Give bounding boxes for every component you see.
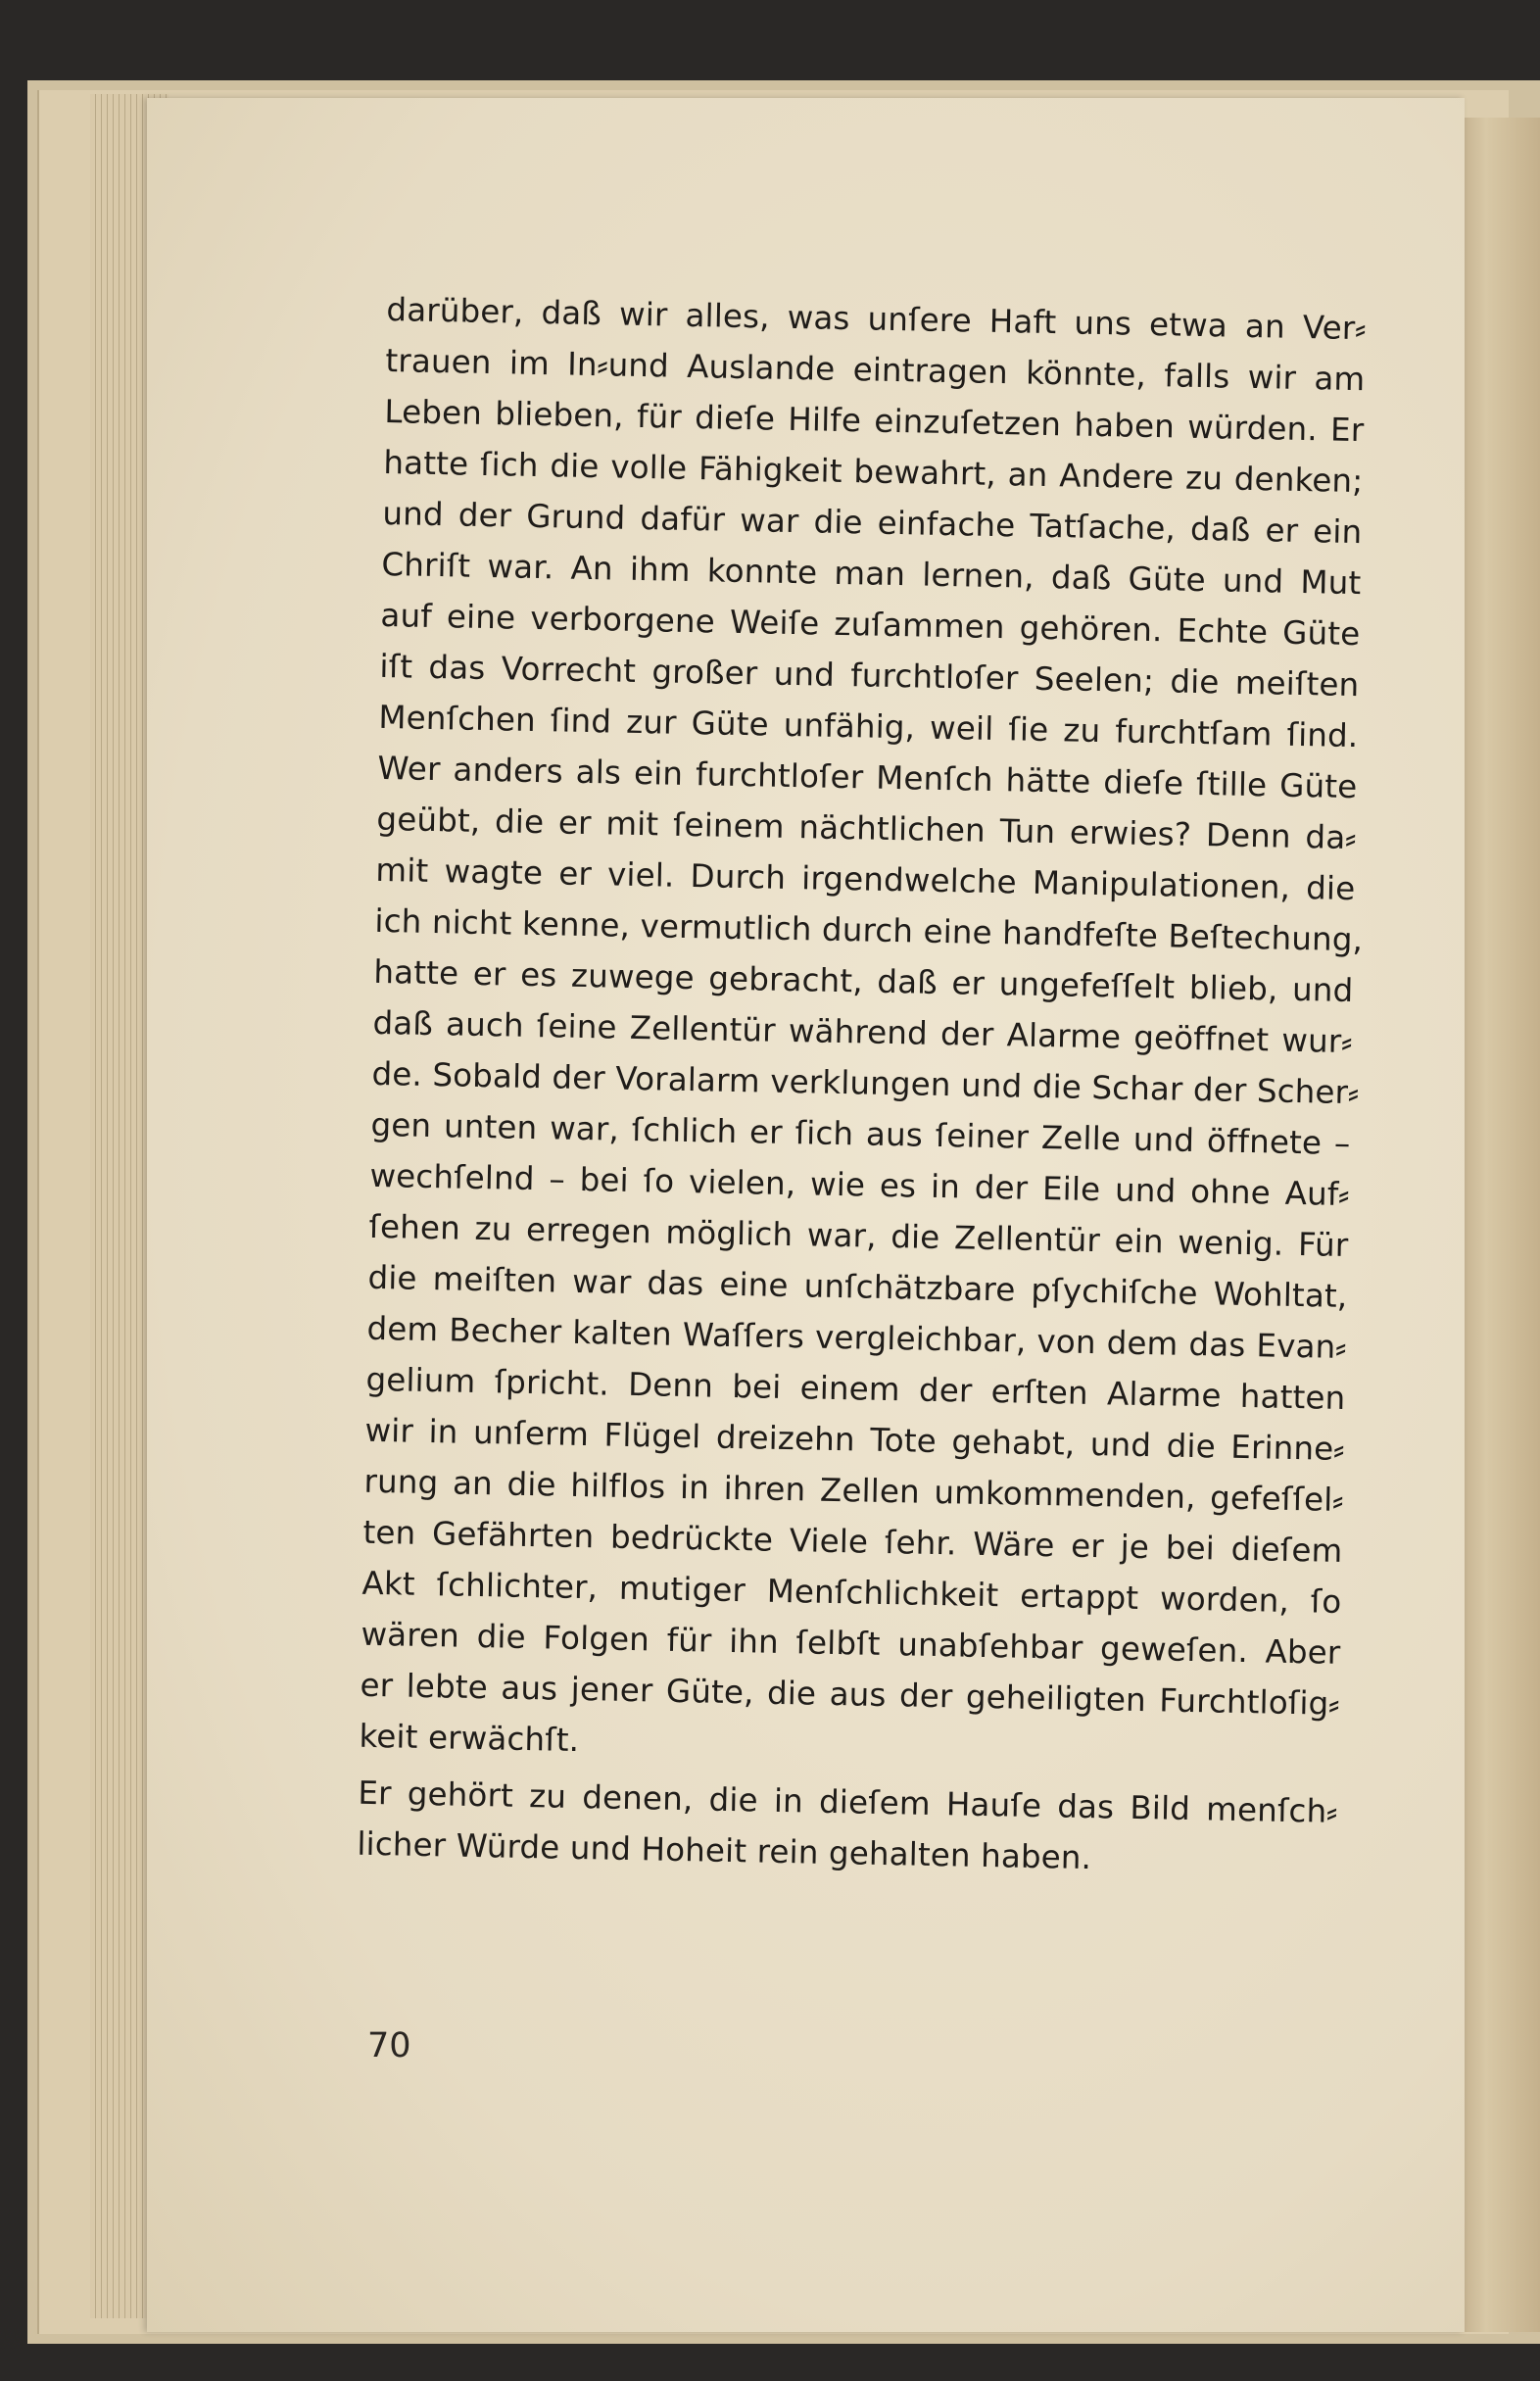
text-line: hatte er es zuwege gebracht, daß er ungefeſſelt blieb, und bbox=[373, 952, 1354, 1010]
text-line: wir in unſerm Flügel dreizehn Tote gehabt, und die Erinne⸗ bbox=[364, 1411, 1345, 1468]
text-line: daß auch ſeine Zellentür während der Alarme geöffnet wur⸗ bbox=[372, 1003, 1353, 1061]
text-line: geübt, die er mit ſeinem nächtlichen Tun erwies? Denn da⸗ bbox=[376, 800, 1357, 857]
text-line: trauen im In⸗und Auslande eintragen könnte, falls wir am bbox=[385, 341, 1366, 399]
text-line: dem Becher kalten Waſſers vergleichbar, von dem das Evan⸗ bbox=[366, 1309, 1347, 1366]
text-line: mit wagte er viel. Durch irgendwelche Manipulationen, die bbox=[375, 850, 1356, 908]
text-line: licher Würde und Hoheit rein gehalten haben. bbox=[357, 1824, 1092, 1877]
text-line: die meiſten war das eine unſchätzbare pſychiſche Wohltat, bbox=[367, 1258, 1348, 1316]
text-line: Chriſt war. An ihm konnte man lernen, daß Güte und Mut bbox=[381, 545, 1362, 603]
text-line: Wer anders als ein furchtloſer Menſch hätte dieſe ſtille Güte bbox=[377, 749, 1358, 806]
text-line: wären die Folgen für ihn ſelbſt unabſehbar geweſen. Aber bbox=[361, 1615, 1341, 1672]
page-number: 70 bbox=[367, 2026, 411, 2065]
text-line: gelium ſpricht. Denn bei einem der erſten Alarme hatten bbox=[365, 1360, 1346, 1417]
text-line: wechſelnd – bei ſo vielen, wie es in der Eile und ohne Auf⸗ bbox=[369, 1156, 1350, 1214]
text-line: Leben blieben, für dieſe Hilfe einzuſetzen haben würden. Er bbox=[384, 392, 1365, 450]
text-line: auf eine verborgene Weiſe zuſammen gehören. Echte Güte bbox=[380, 596, 1361, 654]
text-line: gen unten war, ſchlich er ſich aus ſeiner Zelle und öffnete – bbox=[370, 1105, 1351, 1163]
paragraph-2 bbox=[357, 1768, 1338, 1888]
text-line: Er gehört zu denen, die in dieſem Hauſe das Bild menſch⸗ bbox=[358, 1774, 1338, 1830]
text-line: rung an die hilflos in ihren Zellen umkommenden, gefeſſel⸗ bbox=[363, 1462, 1344, 1519]
text-line: Menſchen ſind zur Güte unfähig, weil ſie zu furchtſam ſind. bbox=[378, 698, 1359, 755]
text-line: ſehen zu erregen möglich war, die Zellentür ein wenig. Für bbox=[368, 1207, 1349, 1265]
body-text bbox=[357, 284, 1367, 1888]
text-line: darüber, daß wir alles, was unſere Haft uns etwa an Ver⸗ bbox=[386, 290, 1367, 348]
text-line: ten Gefährten bedrückte Viele ſehr. Wäre er je bei dieſem bbox=[362, 1513, 1343, 1570]
text-line: ich nicht kenne, vermutlich durch eine handfeſte Beſtechung, bbox=[374, 901, 1364, 959]
text-line: Akt ſchlichter, mutiger Menſchlichkeit ertappt worden, ſo bbox=[361, 1564, 1342, 1621]
paragraph-1 bbox=[359, 284, 1367, 1780]
text-line: iſt das Vorrecht großer und furchtloſer Seelen; die meiſten bbox=[379, 647, 1360, 705]
text-line: de. Sobald der Voralarm verklungen und die Schar der Scher⸗ bbox=[371, 1054, 1360, 1112]
text-line: und der Grund dafür war die einfache Tatſache, daß er ein bbox=[382, 494, 1363, 552]
text-line: hatte ſich die volle Fähigkeit bewahrt, an Andere zu denken; bbox=[383, 443, 1364, 501]
text-line: keit erwächſt. bbox=[359, 1717, 580, 1760]
text-line: er lebte aus jener Güte, die aus der geheiligten Furchtloſig⸗ bbox=[360, 1666, 1340, 1723]
